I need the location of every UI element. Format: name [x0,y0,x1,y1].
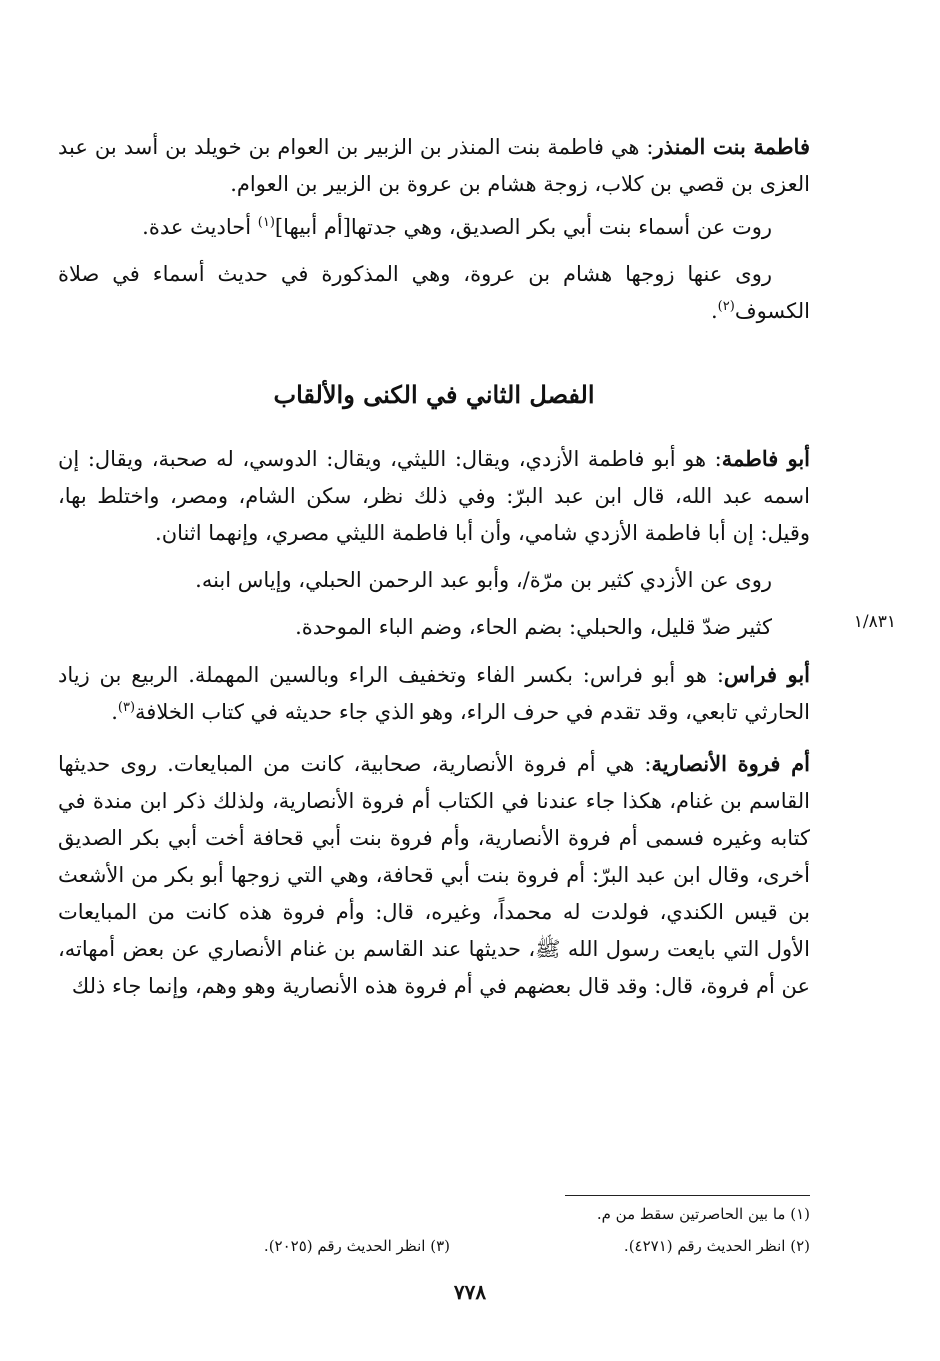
entry-term: فاطمة بنت المنذر [653,134,810,159]
paragraph-text: : هي فاطمة بنت المنذر بن الزبير بن العوام بن خويلد بن أسد بن عبد العزى بن قصي بن كلاب، زوجة هشام بن عروة بن الزبير بن العوام. [58,135,810,196]
paragraph [58,562,810,599]
paragraph-text: : هو أبو فاطمة الأزدي، ويقال: الليثي، ويقال: الدوسي، له صحبة، ويقال: إن اسمه عبد الله، قال ابن عبد البرّ: وفي ذلك نظر، سكن الشام، ومصر، واختلط بها، وقيل: إن أبا فاطمة الأزدي شامي، وأن أبا فاطمة الليثي مصري، وإنهما اثنان. [58,447,810,545]
paragraph-text: أحاديث عدة. [142,215,258,239]
footnote-divider [565,1195,810,1196]
entry-term: أبو فراس [723,662,811,687]
footnotes [130,1198,810,1262]
entries-kunya [58,440,810,1005]
footnote-marker: (٢) [717,299,735,314]
paragraph-text: روى عنها زوجها هشام بن عروة، وهي المذكورة في حديث أسماء في صلاة الكسوف [58,262,810,323]
paragraph-text: كثير ضدّ قليل، والحبلي: بضم الحاء، وضم الباء الموحدة. [295,615,772,639]
paragraph-text: روى عن الأزدي كثير بن مرّة/، وأبو عبد الرحمن الحبلي، وإياس ابنه. [195,568,772,592]
footnote: (٢) انظر الحديث رقم (٤٢٧١). [623,1237,810,1255]
chapter-heading: الفصل الثاني في الكنى والألقاب [273,380,595,409]
entry-term: أم فروة الأنصارية [651,751,810,776]
footnote: (٣) انظر الحديث رقم (٢٠٢٥). [263,1237,450,1255]
paragraph [58,745,810,1005]
footnote: (١) ما بين الحاصرتين سقط من م. [596,1205,810,1223]
paragraph [58,209,810,246]
footnote-row [130,1230,810,1262]
paragraph [58,256,810,330]
footnote-marker: (١) [257,215,275,230]
entry-fatima-bint-al-mundhir [58,128,810,330]
paragraph-text: . [710,299,718,323]
paragraph [58,440,810,552]
page-number: ٧٧٨ [453,1280,487,1304]
footnote-marker: (٣) [117,700,136,715]
paragraph [58,609,810,646]
paragraph [58,128,810,203]
paragraph-text: . [111,700,118,724]
margin-reference: ١/٨٣١ [853,612,896,632]
paragraph-text: روت عن أسماء بنت أبي بكر الصديق، وهي جدتها[أم أبيها] [274,215,772,239]
paragraph-text: : هو أبو فراس: بكسر الفاء وتخفيف الراء وبالسين المهملة. الربيع بن زياد الحارثي تابعي، وقد تقدم في حرف الراء، وهو الذي جاء حديثه في كتاب الخلافة [58,663,810,724]
paragraph [58,656,810,731]
paragraph-text: : هي أم فروة الأنصارية، صحابية، كانت من المبايعات. روى حديثها القاسم بن غنام، هكذا جاء عندنا في الكتاب أم فروة الأنصارية، ولذلك ذكر ابن مندة في كتابه وغيره فسمى أم فروة الأنصارية، وأم فروة بنت أبي قحافة أخت أبي بكر الصديق أخرى، وقال ابن عبد البرّ: أم فروة بنت أبي قحافة، وهي التي زوجها أبو بكر من الأشعث بن قيس الكندي، فولدت له محمداً، وغيره، قال: وأم فروة هذه كانت من المبايعات الأول التي بايعت رسول الله ﷺ، حديثها عند القاسم بن غنام الأنصاري عن بعض أمهاته، عن أم فروة، قال: وقد قال بعضهم في أم فروة هذه الأنصارية وهو وهم، وإنما جاء ذلك [58,752,810,998]
entry-term: أبو فاطمة [721,446,810,471]
